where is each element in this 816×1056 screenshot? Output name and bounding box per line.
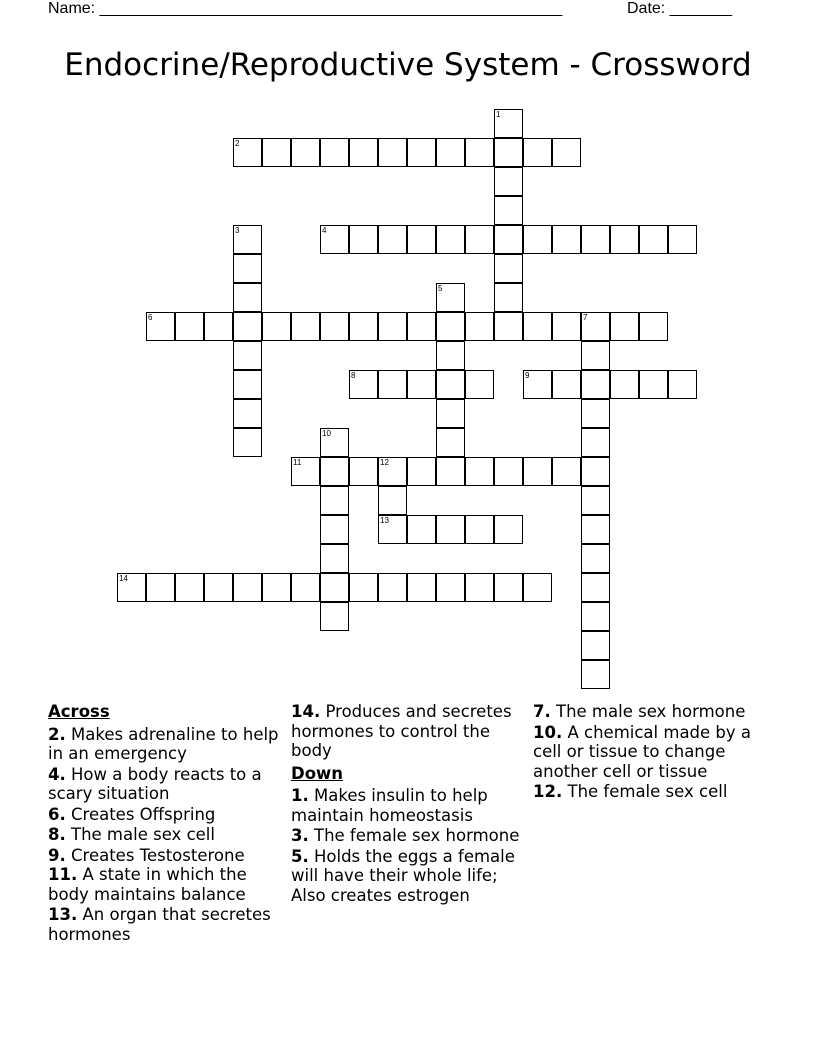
grid-cell[interactable] xyxy=(494,573,523,602)
grid-cell[interactable] xyxy=(436,428,465,457)
grid-cell[interactable] xyxy=(291,573,320,602)
grid-cell[interactable] xyxy=(639,225,668,254)
grid-cell[interactable] xyxy=(494,167,523,196)
grid-cell[interactable] xyxy=(320,515,349,544)
clue-number: 10 xyxy=(322,429,331,438)
grid-cell[interactable] xyxy=(581,312,610,341)
grid-cell[interactable] xyxy=(436,283,465,312)
grid-cell[interactable] xyxy=(407,225,436,254)
grid-cell[interactable] xyxy=(581,544,610,573)
grid-cell[interactable] xyxy=(320,312,349,341)
clue-number: 1 xyxy=(496,110,501,119)
grid-cell[interactable] xyxy=(349,370,378,399)
clue-number: 12 xyxy=(380,458,389,467)
grid-cell[interactable] xyxy=(552,370,581,399)
grid-cell[interactable] xyxy=(523,457,552,486)
grid-cell[interactable] xyxy=(436,515,465,544)
clue-number: 4 xyxy=(322,226,327,235)
grid-cell[interactable] xyxy=(378,486,407,515)
grid-cell[interactable] xyxy=(581,573,610,602)
grid-cell[interactable] xyxy=(349,312,378,341)
clue-down-3: 3. The female sex hormone xyxy=(291,826,520,845)
grid-cell[interactable] xyxy=(494,254,523,283)
grid-cell[interactable] xyxy=(320,544,349,573)
grid-cell[interactable] xyxy=(378,138,407,167)
grid-cell[interactable] xyxy=(320,573,349,602)
grid-cell[interactable] xyxy=(146,312,175,341)
grid-cell[interactable] xyxy=(262,312,291,341)
grid-cell[interactable] xyxy=(581,486,610,515)
clue-number: 5 xyxy=(438,284,443,293)
grid-cell[interactable] xyxy=(581,341,610,370)
clue-across-4: 4. How a body reacts to a scary situation xyxy=(48,764,262,803)
clue-down-7: 7. The male sex hormone xyxy=(533,702,746,721)
grid-cell[interactable] xyxy=(378,515,407,544)
grid-cell[interactable] xyxy=(117,573,146,602)
grid-cell[interactable] xyxy=(291,312,320,341)
grid-cell[interactable] xyxy=(233,573,262,602)
grid-cell[interactable] xyxy=(233,341,262,370)
grid-cell[interactable] xyxy=(349,225,378,254)
date-field-line: Date: _______ xyxy=(627,0,732,17)
grid-cell[interactable] xyxy=(146,573,175,602)
grid-cell[interactable] xyxy=(320,457,349,486)
grid-cell[interactable] xyxy=(465,457,494,486)
grid-cell[interactable] xyxy=(552,312,581,341)
grid-cell[interactable] xyxy=(581,428,610,457)
clue-across-9: 9. Creates Testosterone xyxy=(48,845,245,865)
clue-across-6: 6. Creates Offspring xyxy=(48,804,216,824)
clue-number: 6 xyxy=(148,313,153,322)
grid-cell[interactable] xyxy=(378,312,407,341)
grid-cell[interactable] xyxy=(436,225,465,254)
clue-across-14: 14. Produces and secretes hormones to control the body xyxy=(291,702,512,760)
grid-cell[interactable] xyxy=(552,138,581,167)
grid-cell[interactable] xyxy=(494,225,523,254)
grid-cell[interactable] xyxy=(320,225,349,254)
grid-cell[interactable] xyxy=(523,225,552,254)
grid-cell[interactable] xyxy=(523,312,552,341)
grid-cell[interactable] xyxy=(436,341,465,370)
grid-cell[interactable] xyxy=(436,312,465,341)
grid-cell[interactable] xyxy=(320,138,349,167)
grid-cell[interactable] xyxy=(494,109,523,138)
grid-cell[interactable] xyxy=(668,370,697,399)
grid-cell[interactable] xyxy=(668,225,697,254)
grid-cell[interactable] xyxy=(639,370,668,399)
grid-cell[interactable] xyxy=(378,573,407,602)
grid-cell[interactable] xyxy=(204,312,233,341)
grid-cell[interactable] xyxy=(233,428,262,457)
clue-number: 7 xyxy=(583,313,588,322)
grid-cell[interactable] xyxy=(494,138,523,167)
grid-cell[interactable] xyxy=(291,457,320,486)
grid-cell[interactable] xyxy=(639,312,668,341)
grid-cell[interactable] xyxy=(494,312,523,341)
grid-cell[interactable] xyxy=(233,254,262,283)
grid-cell[interactable] xyxy=(523,138,552,167)
grid-cell[interactable] xyxy=(581,602,610,631)
grid-cell[interactable] xyxy=(233,312,262,341)
grid-cell[interactable] xyxy=(523,573,552,602)
grid-cell[interactable] xyxy=(436,457,465,486)
grid-cell[interactable] xyxy=(204,573,233,602)
clue-across-13: 13. An organ that secretes hormones xyxy=(48,905,271,944)
grid-cell[interactable] xyxy=(407,457,436,486)
clue-across-11: 11. A state in which the body maintains balance xyxy=(48,865,247,904)
grid-cell[interactable] xyxy=(494,515,523,544)
clues-column-1 xyxy=(48,702,280,945)
grid-cell[interactable] xyxy=(581,660,610,689)
clue-number: 13 xyxy=(380,516,389,525)
grid-cell[interactable] xyxy=(320,428,349,457)
grid-cell[interactable] xyxy=(465,515,494,544)
grid-cell[interactable] xyxy=(349,573,378,602)
grid-cell[interactable] xyxy=(262,573,291,602)
grid-cell[interactable] xyxy=(581,370,610,399)
clue-down-1: 1. Makes insulin to help maintain homeostasis xyxy=(291,786,488,825)
grid-cell[interactable] xyxy=(349,457,378,486)
grid-cell[interactable] xyxy=(465,138,494,167)
grid-cell[interactable] xyxy=(378,457,407,486)
grid-cell[interactable] xyxy=(610,312,639,341)
grid-cell[interactable] xyxy=(581,225,610,254)
grid-cell[interactable] xyxy=(320,602,349,631)
grid-cell[interactable] xyxy=(436,573,465,602)
grid-cell[interactable] xyxy=(552,457,581,486)
across-heading: Across xyxy=(48,702,110,721)
clues-column-3 xyxy=(533,702,773,803)
grid-cell[interactable] xyxy=(436,138,465,167)
grid-cell[interactable] xyxy=(407,573,436,602)
grid-cell[interactable] xyxy=(465,573,494,602)
grid-cell[interactable] xyxy=(407,312,436,341)
grid-cell[interactable] xyxy=(581,631,610,660)
grid-cell[interactable] xyxy=(233,225,262,254)
grid-cell[interactable] xyxy=(494,283,523,312)
grid-cell[interactable] xyxy=(378,225,407,254)
grid-cell[interactable] xyxy=(581,457,610,486)
clue-number: 11 xyxy=(293,458,302,467)
name-field-line: Name: ____________________________________________________ xyxy=(48,0,563,17)
grid-cell[interactable] xyxy=(581,399,610,428)
grid-cell[interactable] xyxy=(349,138,378,167)
grid-cell[interactable] xyxy=(407,370,436,399)
grid-cell[interactable] xyxy=(233,283,262,312)
grid-cell[interactable] xyxy=(494,196,523,225)
grid-cell[interactable] xyxy=(610,225,639,254)
clue-number: 2 xyxy=(235,139,240,148)
clue-down-10: 10. A chemical made by a cell or tissue to change another cell or tissue xyxy=(533,722,752,781)
clue-number: 3 xyxy=(235,226,240,235)
clue-across-8: 8. The male sex cell xyxy=(48,825,215,844)
grid-cell[interactable] xyxy=(175,312,204,341)
page-title: Endocrine/Reproductive System - Crossword xyxy=(64,47,752,83)
down-heading: Down xyxy=(291,763,344,783)
grid-cell[interactable] xyxy=(494,457,523,486)
grid-cell[interactable] xyxy=(407,138,436,167)
grid-cell[interactable] xyxy=(233,138,262,167)
grid-cell[interactable] xyxy=(378,370,407,399)
grid-cell[interactable] xyxy=(291,138,320,167)
clue-down-12: 12. The female sex cell xyxy=(533,782,728,801)
clues-column-2 xyxy=(291,702,523,906)
clue-number: 14 xyxy=(119,574,128,583)
grid-cell[interactable] xyxy=(262,138,291,167)
grid-cell[interactable] xyxy=(465,225,494,254)
grid-cell[interactable] xyxy=(465,312,494,341)
clue-across-2: 2. Makes adrenaline to help in an emergency xyxy=(48,724,279,763)
grid-cell[interactable] xyxy=(581,515,610,544)
clue-number: 9 xyxy=(525,371,530,380)
grid-cell[interactable] xyxy=(465,370,494,399)
grid-cell[interactable] xyxy=(233,399,262,428)
grid-cell[interactable] xyxy=(523,370,552,399)
grid-cell[interactable] xyxy=(436,370,465,399)
grid-cell[interactable] xyxy=(436,399,465,428)
clue-number: 8 xyxy=(351,371,356,380)
grid-cell[interactable] xyxy=(320,486,349,515)
clue-down-5: 5. Holds the eggs a female will have their whole life; Also creates estrogen xyxy=(291,846,515,905)
grid-cell[interactable] xyxy=(233,370,262,399)
grid-cell[interactable] xyxy=(407,515,436,544)
grid-cell[interactable] xyxy=(175,573,204,602)
grid-cell[interactable] xyxy=(610,370,639,399)
grid-cell[interactable] xyxy=(552,225,581,254)
